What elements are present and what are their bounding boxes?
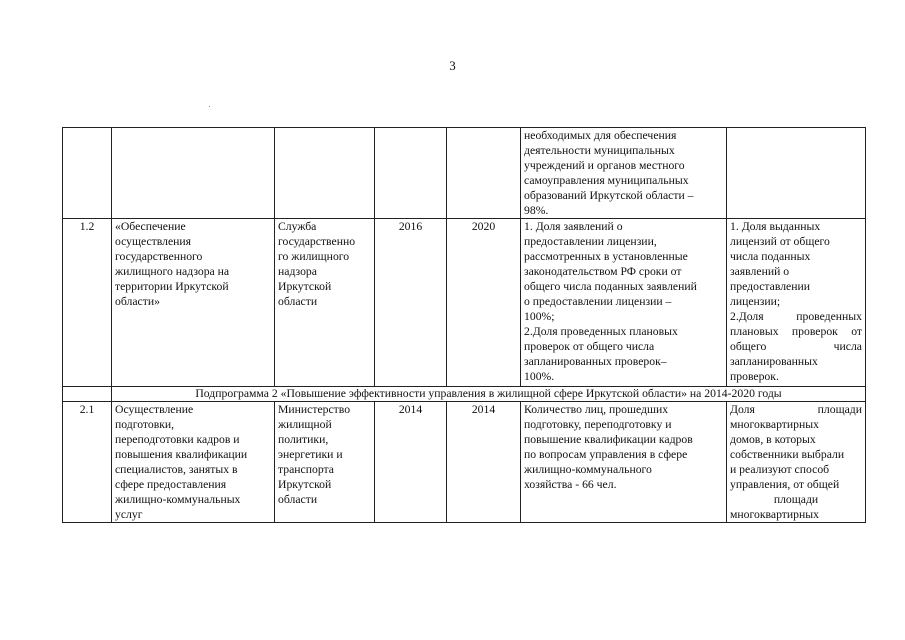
cell-result [521, 128, 727, 219]
executor-line: Иркутской [278, 478, 332, 491]
result-line: запланированных проверок– [524, 355, 667, 368]
result-line: общего числа поданных заявлений [524, 280, 697, 293]
indicator-line: проверок. [730, 370, 779, 383]
executor-line: области [278, 493, 318, 506]
executor-line: транспорта [278, 463, 334, 476]
executor-line: жилищной [278, 418, 332, 431]
name-line: «Обеспечение [115, 220, 186, 233]
table-row-1-2 [63, 219, 866, 387]
executor-line: области [278, 295, 318, 308]
cell-end-year: 2020 [447, 219, 521, 387]
name-line: переподготовки кадров и [115, 433, 240, 446]
name-line: области» [115, 295, 160, 308]
indicator-line: и реализуют способ [730, 463, 830, 476]
cell-num [63, 387, 112, 402]
executor-line: энергетики и [278, 448, 343, 461]
page-number: 3 [449, 58, 456, 73]
cell-executor [275, 128, 375, 219]
program-table [62, 127, 866, 523]
indicator-line: общего числа [730, 340, 862, 353]
cell-start-year: 2014 [375, 402, 447, 523]
result-line: законодательством РФ сроки от [524, 265, 682, 278]
executor-line: надзора [278, 265, 317, 278]
name-line: Осуществление [115, 403, 194, 416]
cell-num: 1.2 [63, 219, 112, 387]
result-line: 100%; [524, 310, 555, 323]
cell-end-year: 2014 [447, 402, 521, 523]
indicator-line: запланированных [730, 355, 818, 368]
executor-line: государственно [278, 235, 356, 248]
cell-executor [275, 402, 375, 523]
cell-num [63, 128, 112, 219]
cell-indicators [727, 219, 866, 387]
cell-name [112, 128, 275, 219]
result-line: о предоставлении лицензии – [524, 295, 672, 308]
result-line: подготовку, переподготовку и [524, 418, 672, 431]
result-line: рассмотренных в установленные [524, 250, 688, 263]
executor-line: политики, [278, 433, 329, 446]
executor-line: Иркутской [278, 280, 332, 293]
executor-line: Министерство [278, 403, 351, 416]
indicator-line: многоквартирных [730, 418, 819, 431]
indicator-line: заявлений о [730, 265, 790, 278]
name-line: жилищно-коммунальных [115, 493, 241, 506]
cell-start-year: 2016 [375, 219, 447, 387]
name-line: осуществления [115, 235, 192, 248]
cell-indicators [727, 128, 866, 219]
subprogram-row [63, 387, 866, 402]
cell-indicators [727, 402, 866, 523]
result-line: образований Иркутской области – [524, 189, 694, 202]
name-line: услуг [115, 508, 143, 521]
result-line: учреждений и органов местного [524, 159, 685, 172]
result-line: проверок от общего числа [524, 340, 655, 353]
executor-line: го жилищного [278, 250, 350, 263]
cell-name [112, 219, 275, 387]
name-line: жилищного надзора на [115, 265, 230, 278]
executor-line: Служба [278, 220, 317, 233]
cell-executor [275, 219, 375, 387]
scan-speck [209, 106, 210, 107]
indicator-line: площади [773, 493, 819, 506]
indicator-line: числа поданных [730, 250, 811, 263]
indicator-line: многоквартирных [730, 508, 819, 521]
name-line: территории Иркутской [115, 280, 229, 293]
result-line: 98%. [524, 204, 549, 217]
indicator-line: лицензий от общего [730, 235, 830, 248]
result-line: жилищно-коммунального [524, 463, 652, 476]
cell-result [521, 402, 727, 523]
indicator-line: собственники выбрали [730, 448, 845, 461]
result-line: 1. Доля заявлений о [524, 220, 623, 233]
cell-result [521, 219, 727, 387]
indicator-line: 1. Доля выданных [730, 220, 821, 233]
indicator-line: домов, в которых [730, 433, 816, 446]
result-line: по вопросам управления в сфере [524, 448, 688, 461]
table-row-continuation [63, 128, 866, 219]
result-line: самоуправления муниципальных [524, 174, 689, 187]
name-line: специалистов, занятых в [115, 463, 238, 476]
indicator-line: 2.Доля проведенных [730, 310, 862, 323]
indicator-line: предоставлении [730, 280, 810, 293]
name-line: повышения квалификации [115, 448, 248, 461]
result-line: хозяйства - 66 чел. [524, 478, 617, 491]
result-line: деятельности муниципальных [524, 144, 675, 157]
indicator-line: Доля площади [730, 403, 862, 416]
result-line: 100%. [524, 370, 555, 383]
name-line: государственного [115, 250, 203, 263]
name-line: сфере предоставления [115, 478, 227, 491]
cell-name [112, 402, 275, 523]
indicator-line: лицензии; [730, 295, 781, 308]
result-line: предоставлении лицензии, [524, 235, 657, 248]
cell-end-year [447, 128, 521, 219]
result-line: Количество лиц, прошедших [524, 403, 669, 416]
table-row-2-1 [63, 402, 866, 523]
indicator-line: плановых проверок от [730, 325, 862, 338]
name-line: подготовки, [115, 418, 175, 431]
result-line: необходимых для обеспечения [524, 129, 677, 142]
cell-start-year [375, 128, 447, 219]
indicator-line: управления, от общей [730, 478, 840, 491]
subprogram-title: Подпрограмма 2 «Повышение эффективности управления в жилищной сфере Иркутской области» на 2014-2020 годы [112, 387, 866, 402]
cell-num: 2.1 [63, 402, 112, 523]
result-line: повышение квалификации кадров [524, 433, 693, 446]
result-line: 2.Доля проведенных плановых [524, 325, 678, 338]
